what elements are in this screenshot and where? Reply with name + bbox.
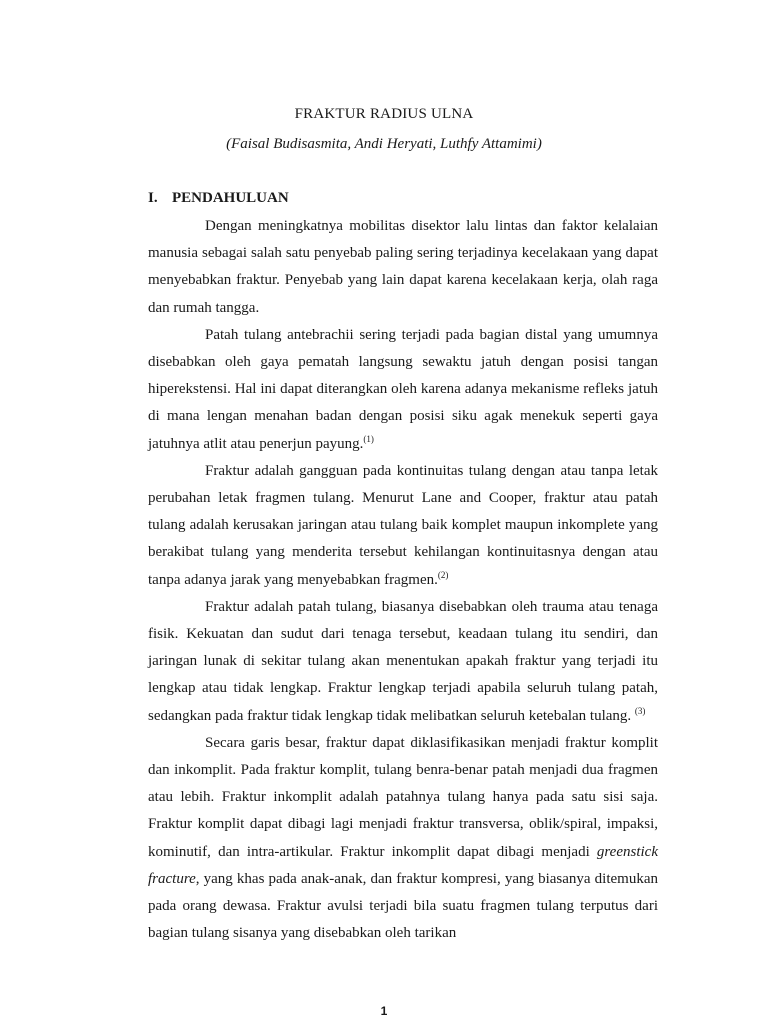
paragraph-text: Dengan meningkatnya mobilitas disektor lalu lintas dan faktor kelalaian manusia sebagai salah satu penyebab paling sering terjadinya kecelakaan yang dapat menyebabkan fraktur. Penyebab yang lain dapat karena kecelakaan kerja, olah raga dan rumah tangga. — [148, 218, 658, 316]
emphasized-term: greenstick fracture — [148, 843, 658, 887]
paragraph-5 — [148, 730, 658, 948]
paragraph-text: Patah tulang antebrachii sering terjadi pada bagian distal yang umumnya disebabkan oleh gaya pematah langsung sewaktu jatuh dengan posisi tangan hiperekstensi. Hal ini dapat diterangkan oleh karena adanya mekanisme refleks jatuh di mana lengan menahan badan dengan posisi siku agak menekuk seperti gaya jatuhnya atlit atau penerjun payung. — [148, 326, 658, 452]
citation-marker: (2) — [437, 569, 449, 580]
section-heading — [148, 190, 289, 207]
citation-marker: (3) — [634, 705, 646, 716]
section-number: I. — [148, 190, 158, 206]
section-title: PENDAHULUAN — [172, 190, 289, 206]
body-text — [148, 213, 658, 947]
paragraph-text: Fraktur adalah gangguan pada kontinuitas tulang dengan atau tanpa letak perubahan letak fragmen tulang. Menurut Lane and Cooper, fraktur atau patah tulang adalah kerusakan jaringan atau tulang baik komplet maupun inkomplete yang berakibat tulang yang menderita tersebut kehilangan kontinuitasnya dengan atau tanpa adanya jarak yang menyebabkan fragmen. — [148, 462, 658, 588]
paragraph-1 — [148, 213, 658, 322]
paragraph-text: Secara garis besar, fraktur dapat diklasifikasikan menjadi fraktur komplit dan inkomplit. Pada fraktur komplit, tulang benra-benar patah menjadi dua fragmen atau lebih. Fraktur inkomplit adalah patahnya tulang hanya pada satu sisi saja. Fraktur komplit dapat dibagi lagi menjadi fraktur transversa, oblik/spiral, impaksi, kominutif, dan intra-artikular. Fraktur inkomplit dapat dibagi menjadi — [148, 734, 658, 860]
paragraph-text: Fraktur adalah patah tulang, biasanya disebabkan oleh trauma atau tenaga fisik. Kekuatan dan sudut dari tenaga tersebut, keadaan tulang itu sendiri, dan jaringan lunak di sekitar tulang akan menentukan apakah fraktur yang terjadi itu lengkap atau tidak lengkap. Fraktur lengkap terjadi apabila seluruh tulang patah, sedangkan pada fraktur tidak lengkap tidak melibatkan seluruh ketebalan tulang. — [148, 598, 658, 724]
paragraph-text: , yang khas pada anak-anak, dan fraktur kompresi, yang biasanya ditemukan pada orang dewasa. Fraktur avulsi terjadi bila suatu fragmen tulang terputus dari bagian tulang sisanya yang disebabkan oleh tarikan — [148, 870, 658, 942]
document-authors: (Faisal Budisasmita, Andi Heryati, Luthfy Attamimi) — [226, 136, 542, 152]
document-title: FRAKTUR RADIUS ULNA — [294, 106, 474, 122]
paragraph-3 — [148, 458, 658, 594]
citation-marker: (1) — [363, 433, 374, 444]
paragraph-2 — [148, 322, 658, 458]
page-number: 1 — [380, 1004, 388, 1018]
paragraph-4 — [148, 594, 658, 730]
